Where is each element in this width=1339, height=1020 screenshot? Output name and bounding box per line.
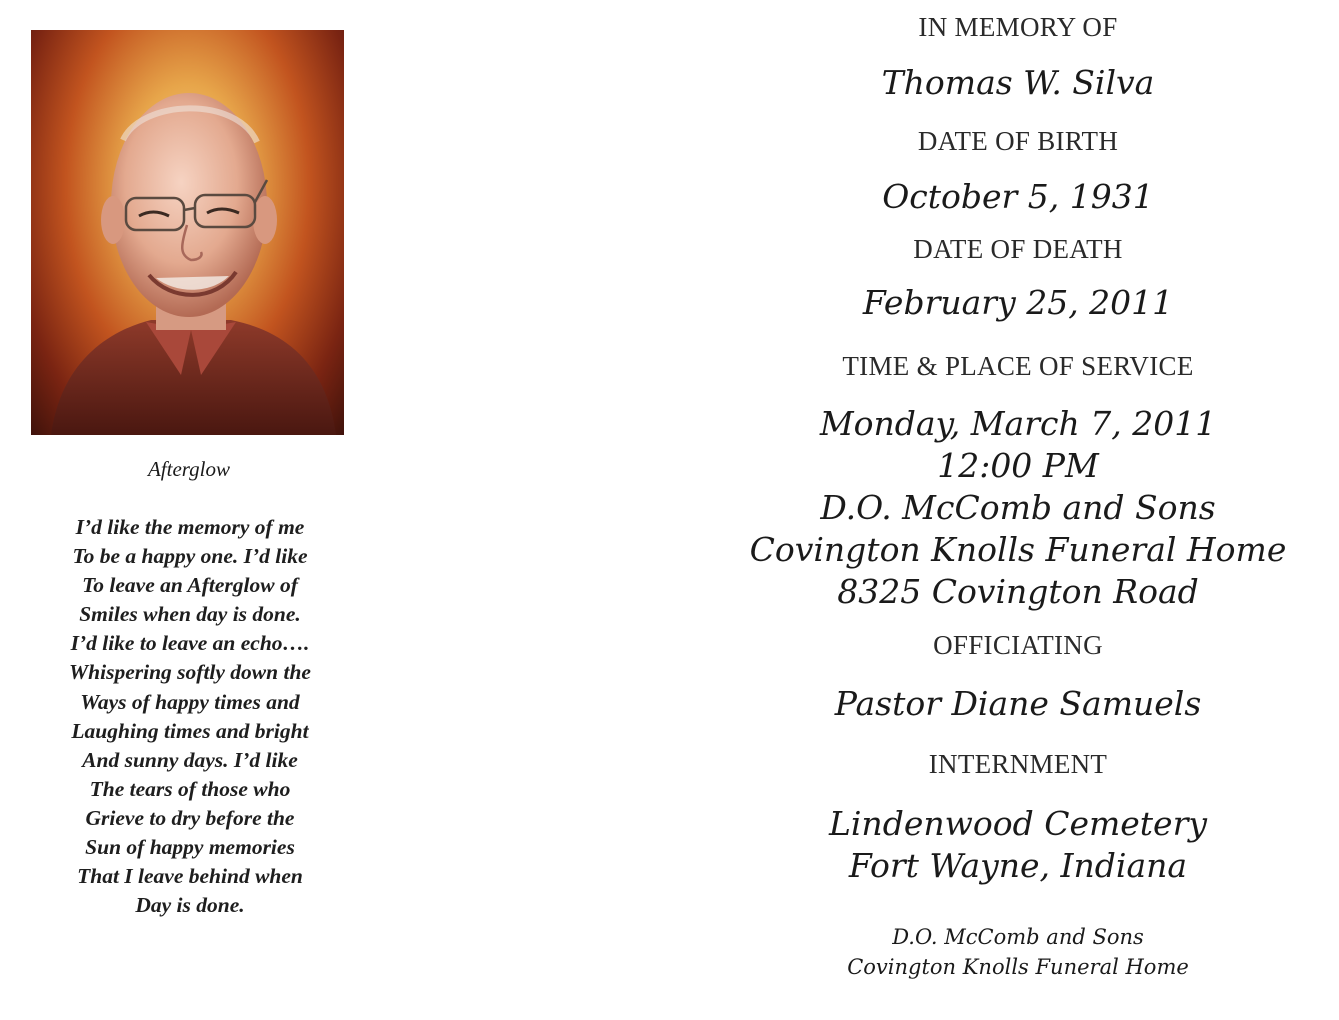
interment-label: INTERNMENT: [928, 749, 1108, 779]
portrait-illustration: [31, 30, 344, 435]
dob-label: DATE OF BIRTH: [917, 126, 1119, 156]
poem-title: Afterglow: [147, 457, 231, 481]
in-memory-label: IN MEMORY OF: [918, 12, 1118, 42]
poem-line: I’d like to leave an echo….: [70, 631, 310, 656]
footer-funeral-home-name: Covington Knolls Funeral Home: [847, 955, 1189, 979]
officiant-name: Pastor Diane Samuels: [834, 684, 1202, 723]
service-date: Monday, March 7, 2011: [819, 404, 1217, 443]
service-label: TIME & PLACE OF SERVICE: [842, 351, 1194, 381]
poem: [20, 513, 360, 920]
poem-line: Ways of happy times and: [80, 689, 300, 714]
poem-line: Day is done.: [135, 893, 245, 918]
date-of-birth: October 5, 1931: [882, 177, 1154, 216]
portrait-photo: [31, 30, 344, 435]
poem-line: That I leave behind when: [77, 864, 303, 889]
poem-line: And sunny days. I’d like: [82, 747, 298, 772]
dod-label: DATE OF DEATH: [913, 234, 1123, 264]
service-time: 12:00 PM: [937, 446, 1099, 485]
cemetery-name: Lindenwood Cemetery: [828, 804, 1208, 843]
poem-line: I’d like the memory of me: [75, 515, 305, 539]
poem-line: Grieve to dry before the: [85, 805, 295, 830]
date-of-death: February 25, 2011: [862, 283, 1174, 322]
poem-line: To be a happy one. I’d like: [72, 544, 308, 569]
cemetery-location: Fort Wayne, Indiana: [848, 846, 1188, 885]
service-address: 8325 Covington Road: [837, 572, 1199, 611]
poem-line: Smiles when day is done.: [79, 602, 301, 627]
service-place: D.O. McComb and Sons: [820, 488, 1216, 527]
footer-funeral-home: D.O. McComb and Sons: [892, 925, 1144, 949]
poem-line: Whispering softly down the: [69, 660, 311, 685]
service-details: [740, 0, 1296, 1020]
poem-line: Sun of happy memories: [85, 835, 295, 860]
poem-line: The tears of those who: [89, 776, 291, 801]
deceased-name: Thomas W. Silva: [881, 63, 1155, 102]
officiating-label: OFFICIATING: [933, 630, 1103, 660]
poem-line: To leave an Afterglow of: [82, 573, 298, 598]
service-funeral-home: Covington Knolls Funeral Home: [749, 530, 1287, 569]
poem-line: Laughing times and bright: [71, 718, 309, 743]
